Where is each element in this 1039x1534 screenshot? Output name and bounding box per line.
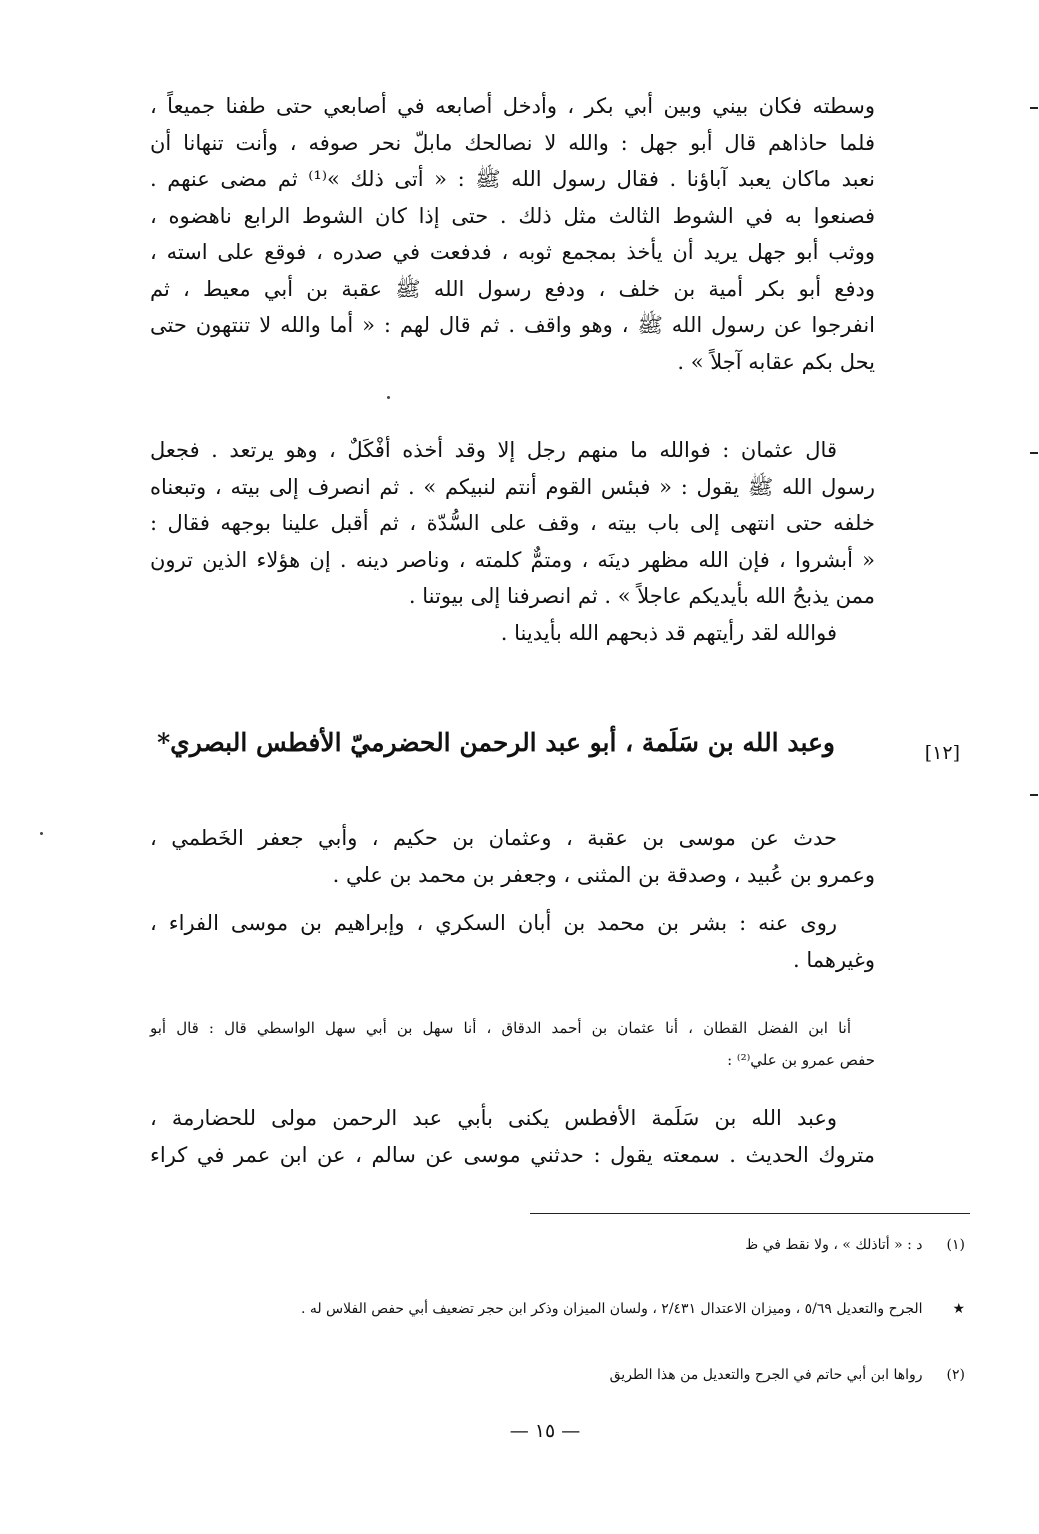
- text-line: خلفه حتى انتهى إلى باب بيته ، وقف على السُّدّة ، ثم أقبل علينا بوجهه فقال :: [150, 511, 875, 535]
- text-line: وعبد الله بن سَلَمة الأفطس يكنى بأبي عبد الرحمن مولى للحضارمة ،: [150, 1106, 837, 1130]
- entry-title: وعبد الله بن سَلَمة ، أبو عبد الرحمن الحضرميّ الأفطس البصري*: [157, 728, 835, 757]
- footnote-star: [160, 1296, 965, 1322]
- paragraph-4: [150, 905, 875, 978]
- footnote-marker: ★: [952, 1301, 965, 1317]
- text-line: روى عنه : بشر بن محمد بن أبان السكري ، وإبراهيم بن موسى الفراء ،: [150, 911, 837, 935]
- paragraph-5: [150, 1100, 875, 1173]
- scan-speck: [40, 832, 43, 835]
- text-line: يحل بكم عقابه آجلاً » .: [677, 349, 875, 374]
- footnote-text: رواها ابن أبي حاتم في الجرح والتعديل من هذا الطريق: [609, 1367, 923, 1383]
- text-line: نعبد ماكان يعبد آباؤنا . فقال رسول الله ﷺ : « أتى ذلك »⁽¹⁾ ثم مضى عنهم .: [150, 167, 875, 191]
- entry-number: [١٢]: [924, 742, 960, 764]
- text-line: قال عثمان : فوالله ما منهم رجل إلا وقد أخذه أفْكَلٌ ، وهو يرتعد . فجعل: [150, 438, 837, 462]
- text-line: وغيرهما .: [792, 947, 875, 972]
- text-line: رسول الله ﷺ يقول : « فبئس القوم أنتم لنبيكم » . ثم انصرف إلى بيته ، وتبعناه: [150, 474, 875, 499]
- text-line: انفرجوا عن رسول الله ﷺ ، وهو واقف . ثم قال لهم : « أما والله لا تنتهون حتى: [150, 313, 875, 337]
- margin-mark: [1030, 794, 1038, 796]
- text-line: أنا ابن الفضل القطان ، أنا عثمان بن أحمد الدقاق ، أنا سهل بن أبي سهل الواسطي قال : قال أبو: [150, 1019, 851, 1037]
- footnote-marker: (٢): [946, 1367, 965, 1383]
- text-line: حدث عن موسى بن عقبة ، وعثمان بن حكيم ، وأبي جعفر الخَطمي ،: [150, 826, 837, 850]
- paragraph-1: [150, 88, 875, 380]
- text-line: ودفع أبو بكر أمية بن خلف ، ودفع رسول الله ﷺ عقبة بن أبي معيط ، ثم: [150, 276, 875, 301]
- text-line: ووثب أبو جهل يريد أن يأخذ بمجمع ثوبه ، فدفعت في صدره ، فوقع على استه ،: [150, 240, 875, 264]
- isnad-chain: [150, 1012, 875, 1076]
- entry-heading: [150, 728, 960, 788]
- footnote-text: د : « أتاذلك » ، ولا نقط في ظ: [745, 1237, 923, 1253]
- text-line: فصنعوا به في الشوط الثالث مثل ذلك . حتى إذا كان الشوط الرابع ناهضوه ،: [150, 203, 875, 228]
- text-line: وعمرو بن عُبيد ، وصدقة بن المثنى ، وجعفر بن محمد بن علي .: [332, 862, 875, 887]
- paragraph-2: [150, 432, 875, 651]
- text-line: حفص عمرو بن علي⁽²⁾ :: [727, 1051, 875, 1069]
- footnote-text: الجرح والتعديل ٥/٦٩ ، وميزان الاعتدال ٢/٤٣١ ، ولسان الميزان وذكر ابن حجر تضعيف أبي حفص الفلاس له .: [300, 1301, 923, 1317]
- footnote-1: [160, 1232, 965, 1258]
- page-number: — ١٥ —: [509, 1420, 581, 1442]
- text-line: فوالله لقد رأيتهم قد ذبحهم الله بأيدينا .: [500, 620, 837, 645]
- paragraph-3: [150, 820, 875, 893]
- text-line: وسطته فكان بيني وبين أبي بكر ، وأدخل أصابعه في أصابعي حتى طفنا جميعاً ،: [150, 94, 875, 118]
- margin-mark: [1030, 452, 1038, 454]
- margin-mark: [1030, 107, 1038, 109]
- scan-speck: [387, 396, 390, 399]
- text-line: متروك الحديث . سمعته يقول : حدثني موسى عن سالم ، عن ابن عمر في كراء: [150, 1142, 875, 1167]
- text-line: ممن يذبحُ الله بأيديكم عاجلاً » . ثم انصرفنا إلى بيوتنا .: [408, 584, 875, 608]
- footnote-divider: [530, 1213, 970, 1214]
- text-line: « أبشروا ، فإن الله مظهر دينَه ، ومتمٌّ كلمته ، وناصر دينه . إن هؤلاء الذين ترون: [150, 547, 875, 572]
- footnote-marker: (١): [946, 1237, 965, 1253]
- footnote-2: [160, 1362, 965, 1388]
- text-line: فلما حاذاهم قال أبو جهل : والله لا نصالحك مابلّ نحر صوفه ، وأنت تنهانا أن: [150, 130, 875, 155]
